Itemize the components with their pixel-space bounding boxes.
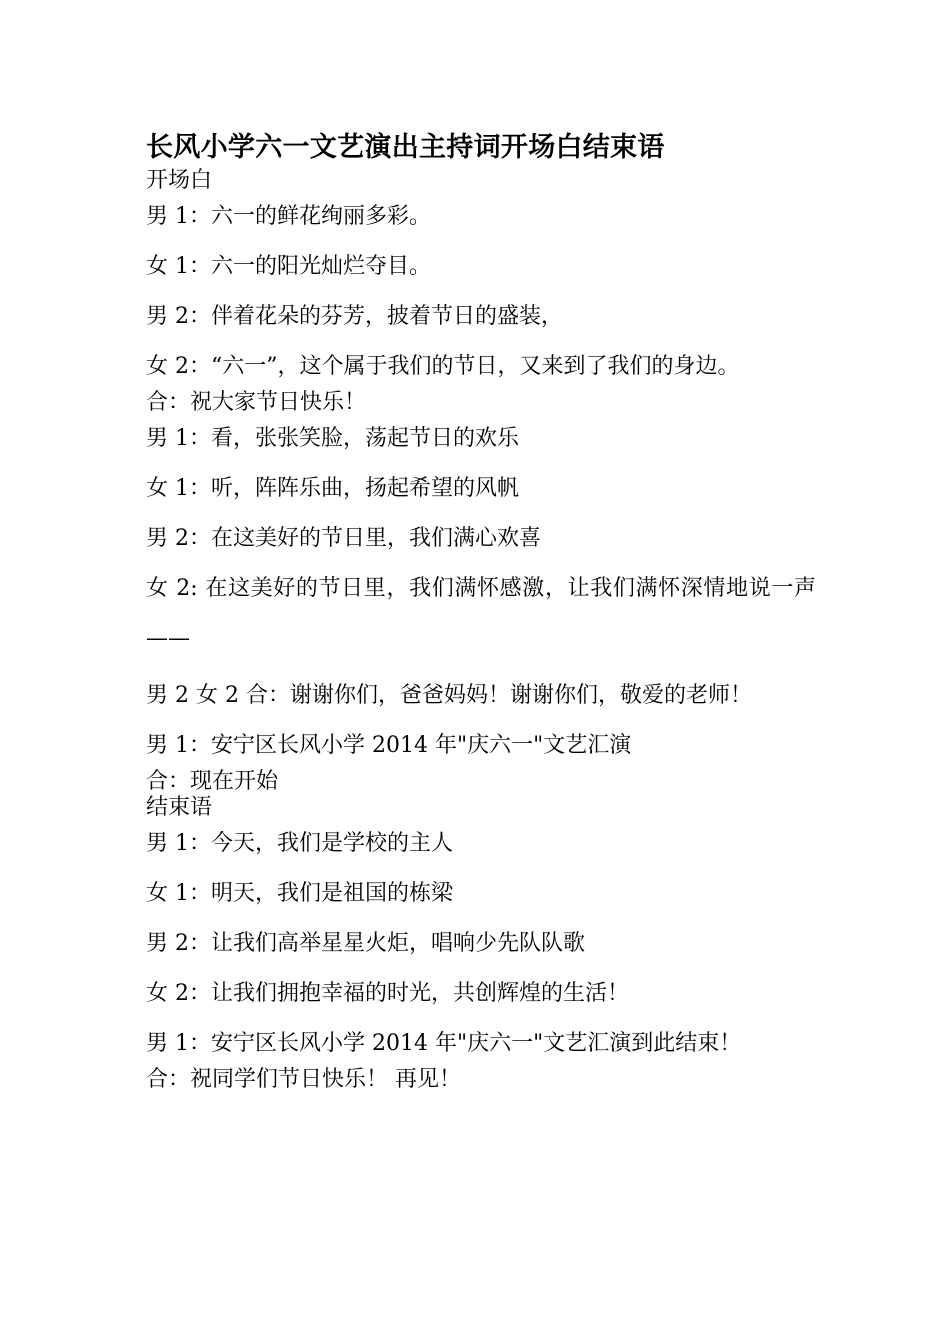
opening-line-7: 女 1：听，阵阵乐曲，扬起希望的风帆 bbox=[146, 476, 519, 501]
closing-line-3: 男 2：让我们高举星星火炬，唱响少先队队歌 bbox=[146, 931, 585, 956]
opening-line-1: 男 1：六一的鲜花绚丽多彩。 bbox=[146, 204, 431, 229]
opening-line-2: 女 1：六一的阳光灿烂夺目。 bbox=[146, 254, 431, 279]
closing-line-4: 女 2：让我们拥抱幸福的时光，共创辉煌的生活！ bbox=[146, 981, 629, 1006]
document-title: 长风小学六一文艺演出主持词开场白结束语 bbox=[146, 132, 665, 163]
opening-line-5: 合：祝大家节日快乐！ bbox=[146, 390, 367, 415]
closing-line-2: 女 1：明天，我们是祖国的栋梁 bbox=[146, 881, 453, 906]
closing-line-5: 男 1：安宁区长风小学 2014 年"庆六一"文艺汇演到此结束！ bbox=[146, 1031, 742, 1056]
closing-heading: 结束语 bbox=[146, 795, 213, 820]
document-page bbox=[146, 128, 816, 1098]
opening-line-8: 男 2：在这美好的节日里，我们满心欢喜 bbox=[146, 526, 541, 551]
opening-line-11: 男 1：安宁区长风小学 2014 年"庆六一"文艺汇演 bbox=[146, 733, 632, 758]
opening-line-12: 合：现在开始 bbox=[146, 769, 279, 794]
opening-line-6: 男 1：看，张张笑脸，荡起节日的欢乐 bbox=[146, 426, 519, 451]
opening-line-4: 女 2：“六一”，这个属于我们的节日，又来到了我们的身边。 bbox=[146, 354, 740, 379]
opening-heading: 开场白 bbox=[146, 168, 213, 193]
opening-line-10: 男 2 女 2 合：谢谢你们，爸爸妈妈！谢谢你们，敬爱的老师！ bbox=[146, 683, 752, 708]
closing-line-6: 合：祝同学们节日快乐！ 再见！ bbox=[146, 1067, 461, 1092]
opening-line-3: 男 2：伴着花朵的芬芳，披着节日的盛装， bbox=[146, 304, 563, 329]
opening-line-9: 女 2: 在这美好的节日里，我们满怀感激，让我们满怀深情地说一声—— bbox=[146, 576, 816, 651]
closing-line-1: 男 1：今天，我们是学校的主人 bbox=[146, 831, 453, 856]
